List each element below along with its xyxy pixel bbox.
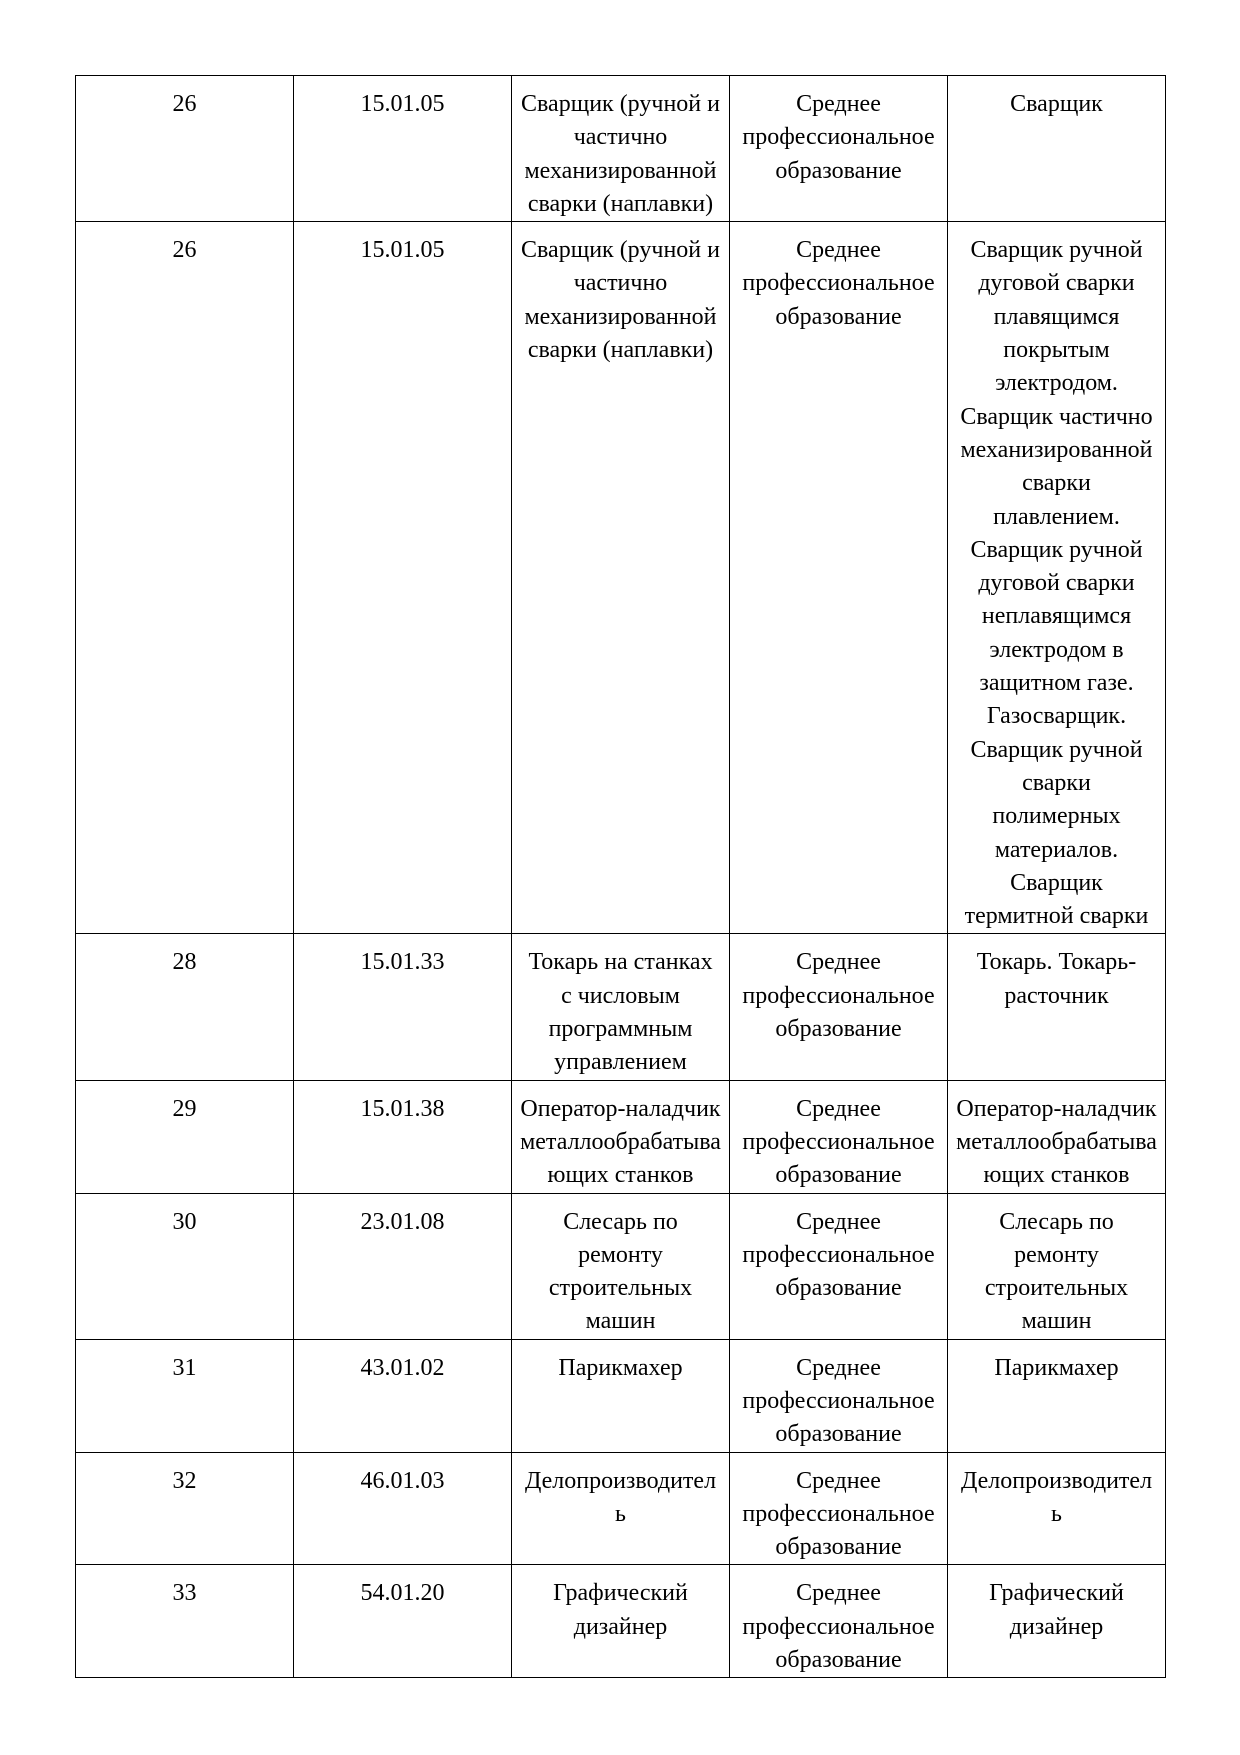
table-row <box>76 1452 1166 1565</box>
program-code-cell <box>294 934 512 1080</box>
qualification-cell <box>948 934 1166 1080</box>
program-name-cell <box>512 1339 730 1452</box>
education-level: Среднее профессиональное образование <box>742 1095 935 1189</box>
program-code: 15.01.05 <box>360 237 445 264</box>
education-level-cell <box>730 1339 948 1452</box>
qualification-cell <box>948 1193 1166 1339</box>
qualification: Делопроизводител ь <box>960 1467 1153 1527</box>
education-level: Среднее профессиональное образование <box>742 1208 935 1302</box>
table-row <box>76 76 1166 222</box>
education-level-cell <box>730 1452 948 1565</box>
row-number-cell <box>76 1339 294 1452</box>
row-number-cell <box>76 934 294 1080</box>
program-code: 15.01.33 <box>360 949 445 976</box>
program-name: Слесарь по ремонту строительных машин <box>548 1208 693 1335</box>
row-number-cell <box>76 1452 294 1565</box>
education-level: Среднее профессиональное образование <box>742 1467 935 1561</box>
education-level-cell <box>730 1565 948 1678</box>
program-code-cell <box>294 1452 512 1565</box>
table-row <box>76 1080 1166 1193</box>
row-number-cell <box>76 1565 294 1678</box>
row-number: 30 <box>172 1208 197 1235</box>
program-name-cell <box>512 934 730 1080</box>
qualification-cell <box>948 222 1166 934</box>
qualification-cell <box>948 1339 1166 1452</box>
program-name-cell <box>512 76 730 222</box>
row-number: 32 <box>172 1467 197 1494</box>
program-code: 15.01.38 <box>360 1095 445 1122</box>
program-name-cell <box>512 1080 730 1193</box>
education-level-cell <box>730 1193 948 1339</box>
row-number: 29 <box>172 1095 197 1122</box>
qualification: Оператор-наладчик металлообрабатыва ющих станков <box>956 1095 1157 1189</box>
program-code: 54.01.20 <box>360 1580 445 1607</box>
table-row <box>76 1193 1166 1339</box>
program-code: 15.01.05 <box>360 91 445 117</box>
education-level: Среднее профессиональное образование <box>742 91 935 184</box>
programs-table-body <box>76 76 1166 1678</box>
row-number-cell <box>76 76 294 222</box>
education-level-cell <box>730 222 948 934</box>
program-code-cell <box>294 222 512 934</box>
program-code-cell <box>294 1565 512 1678</box>
row-number-cell <box>76 1080 294 1193</box>
program-name: Сварщик (ручной и частично механизированной сварки (наплавки) <box>521 237 720 364</box>
row-number: 33 <box>172 1580 197 1607</box>
education-level-cell <box>730 934 948 1080</box>
qualification-cell <box>948 1080 1166 1193</box>
program-name: Графический дизайнер <box>553 1580 688 1640</box>
qualification: Парикмахер <box>994 1354 1119 1381</box>
program-code-cell <box>294 1339 512 1452</box>
qualification: Токарь. Токарь- расточник <box>976 949 1137 1009</box>
program-code: 43.01.02 <box>360 1354 445 1381</box>
table-row <box>76 222 1166 934</box>
qualification-cell <box>948 76 1166 222</box>
program-code-cell <box>294 76 512 222</box>
row-number-cell <box>76 222 294 934</box>
qualification: Слесарь по ремонту строительных машин <box>984 1208 1129 1335</box>
education-level: Среднее профессиональное образование <box>742 237 935 330</box>
program-name: Токарь на станках с числовым программным управлением <box>528 949 713 1076</box>
row-number: 31 <box>172 1354 197 1381</box>
education-level-cell <box>730 76 948 222</box>
table-row <box>76 934 1166 1080</box>
qualification: Сварщик ручной дуговой сварки плавящимся покрытым электродом. Сварщик частично механизированной сварки плавлением. Сварщик ручной дуговой сварки неплавящимся электродом в защитном газе. Газосварщик. Сварщик ручной сварки полимерных материалов. Сварщик термитной сварки <box>960 237 1153 930</box>
table-row <box>76 1339 1166 1452</box>
table-row <box>76 1565 1166 1678</box>
education-level: Среднее профессиональное образование <box>742 1580 935 1674</box>
row-number: 26 <box>172 91 197 117</box>
program-name: Оператор-наладчик металлообрабатыва ющих станков <box>520 1095 721 1189</box>
row-number-cell <box>76 1193 294 1339</box>
program-code: 46.01.03 <box>360 1467 445 1494</box>
education-level: Среднее профессиональное образование <box>742 1354 935 1448</box>
row-number: 28 <box>172 949 197 976</box>
programs-table <box>75 75 1166 1678</box>
program-name: Сварщик (ручной и частично механизированной сварки (наплавки) <box>521 91 720 217</box>
program-name-cell <box>512 1193 730 1339</box>
program-name-cell <box>512 1452 730 1565</box>
program-code-cell <box>294 1080 512 1193</box>
program-code-cell <box>294 1193 512 1339</box>
qualification-cell <box>948 1452 1166 1565</box>
program-name-cell <box>512 222 730 934</box>
education-level-cell <box>730 1080 948 1193</box>
qualification: Сварщик <box>1010 91 1103 117</box>
program-name: Парикмахер <box>558 1354 683 1381</box>
program-code: 23.01.08 <box>360 1208 445 1235</box>
qualification-cell <box>948 1565 1166 1678</box>
row-number: 26 <box>172 237 197 264</box>
program-name-cell <box>512 1565 730 1678</box>
education-level: Среднее профессиональное образование <box>742 949 935 1043</box>
program-name: Делопроизводител ь <box>524 1467 717 1527</box>
qualification: Графический дизайнер <box>989 1580 1124 1640</box>
